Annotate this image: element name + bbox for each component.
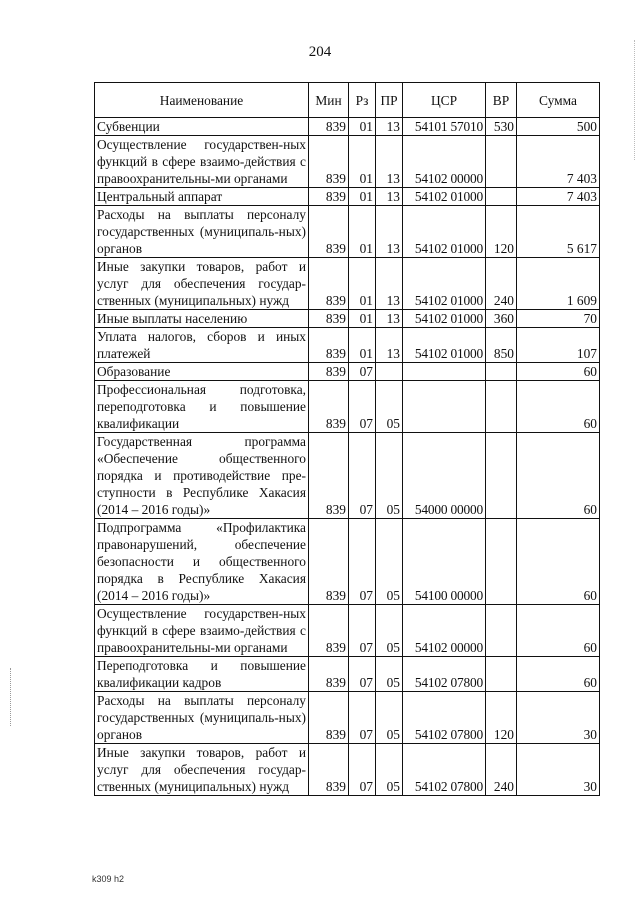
cell-rz: 07 [349, 744, 376, 796]
header-sum: Сумма [517, 83, 600, 118]
table-row [95, 136, 600, 188]
table-row [95, 519, 600, 605]
table-row [95, 381, 600, 433]
cell-pr: 05 [376, 605, 403, 657]
cell-name: Субвенции [95, 118, 309, 136]
cell-vr [486, 433, 517, 519]
cell-sum: 7 403 [517, 136, 600, 188]
budget-table [94, 82, 600, 796]
cell-vr: 120 [486, 692, 517, 744]
cell-rz: 07 [349, 692, 376, 744]
cell-vr: 850 [486, 328, 517, 363]
cell-pr: 05 [376, 381, 403, 433]
cell-min: 839 [309, 519, 349, 605]
cell-vr [486, 381, 517, 433]
table-row [95, 310, 600, 328]
table-row [95, 692, 600, 744]
cell-vr: 120 [486, 206, 517, 258]
cell-csr: 54102 00000 [403, 605, 486, 657]
cell-name: Расходы на выплаты персоналу государственных (муниципаль-ных) органов [95, 692, 309, 744]
table-row [95, 258, 600, 310]
header-rz: Рз [349, 83, 376, 118]
cell-vr [486, 657, 517, 692]
cell-rz: 01 [349, 136, 376, 188]
cell-min: 839 [309, 657, 349, 692]
cell-name: Осуществление государствен-ных функций в сфере взаимо-действия с правоохранительны-ми органами [95, 136, 309, 188]
cell-min: 839 [309, 310, 349, 328]
cell-pr: 05 [376, 744, 403, 796]
cell-name: Государственная программа «Обеспечение общественного порядка и противодействие пре-ступности в Республике Хакасия (2014 – 2016 годы)» [95, 433, 309, 519]
cell-vr [486, 136, 517, 188]
cell-pr [376, 363, 403, 381]
cell-min: 839 [309, 258, 349, 310]
cell-min: 839 [309, 605, 349, 657]
cell-rz: 07 [349, 363, 376, 381]
header-csr: ЦСР [403, 83, 486, 118]
cell-name: Расходы на выплаты персоналу государственных (муниципаль-ных) органов [95, 206, 309, 258]
cell-sum: 30 [517, 744, 600, 796]
cell-sum: 60 [517, 363, 600, 381]
scan-edge-mark-right [634, 40, 636, 160]
header-pr: ПР [376, 83, 403, 118]
cell-pr: 13 [376, 188, 403, 206]
cell-vr: 240 [486, 258, 517, 310]
cell-sum: 70 [517, 310, 600, 328]
cell-min: 839 [309, 433, 349, 519]
cell-pr: 05 [376, 657, 403, 692]
table-row [95, 657, 600, 692]
cell-name: Уплата налогов, сборов и иных платежей [95, 328, 309, 363]
cell-csr: 54100 00000 [403, 519, 486, 605]
table-row [95, 605, 600, 657]
cell-name: Иные закупки товаров, работ и услуг для обеспечения государ-ственных (муниципальных) нужд [95, 744, 309, 796]
cell-csr: 54102 07800 [403, 692, 486, 744]
cell-pr: 05 [376, 433, 403, 519]
cell-name: Иные закупки товаров, работ и услуг для обеспечения государ-ственных (муниципальных) нужд [95, 258, 309, 310]
cell-pr: 13 [376, 310, 403, 328]
cell-min: 839 [309, 692, 349, 744]
cell-csr: 54101 57010 [403, 118, 486, 136]
table-row [95, 433, 600, 519]
cell-vr [486, 363, 517, 381]
cell-vr [486, 188, 517, 206]
page-number: 204 [308, 44, 332, 60]
cell-csr [403, 381, 486, 433]
cell-csr: 54102 07800 [403, 657, 486, 692]
cell-sum: 107 [517, 328, 600, 363]
cell-name: Профессиональная подготовка, переподготовка и повышение квалификации [95, 381, 309, 433]
cell-rz: 07 [349, 657, 376, 692]
cell-sum: 30 [517, 692, 600, 744]
cell-pr: 13 [376, 136, 403, 188]
table-row [95, 363, 600, 381]
cell-sum: 60 [517, 605, 600, 657]
cell-name: Иные выплаты населению [95, 310, 309, 328]
cell-vr: 530 [486, 118, 517, 136]
cell-pr: 13 [376, 328, 403, 363]
header-name: Наименование [95, 83, 309, 118]
cell-rz: 01 [349, 118, 376, 136]
cell-min: 839 [309, 363, 349, 381]
cell-rz: 07 [349, 605, 376, 657]
header-vr: ВР [486, 83, 517, 118]
cell-min: 839 [309, 136, 349, 188]
table-header-row [95, 83, 600, 118]
cell-sum: 500 [517, 118, 600, 136]
table-row [95, 188, 600, 206]
table-row [95, 328, 600, 363]
cell-csr: 54102 01000 [403, 206, 486, 258]
cell-name: Осуществление государствен-ных функций в сфере взаимо-действия с правоохранительны-ми органами [95, 605, 309, 657]
table-row [95, 206, 600, 258]
cell-rz: 01 [349, 258, 376, 310]
cell-csr: 54102 01000 [403, 328, 486, 363]
cell-name: Подпрограмма «Профилактика правонарушений, обеспечение безопасности и общественного порядка в Республике Хакасия (2014 – 2016 годы)» [95, 519, 309, 605]
cell-pr: 13 [376, 206, 403, 258]
cell-pr: 13 [376, 258, 403, 310]
cell-rz: 07 [349, 519, 376, 605]
cell-pr: 05 [376, 692, 403, 744]
cell-sum: 60 [517, 657, 600, 692]
cell-rz: 01 [349, 206, 376, 258]
scan-edge-mark [10, 668, 12, 726]
table-body [95, 118, 600, 796]
cell-rz: 01 [349, 310, 376, 328]
cell-csr: 54102 01000 [403, 188, 486, 206]
cell-min: 839 [309, 744, 349, 796]
cell-sum: 60 [517, 519, 600, 605]
cell-csr: 54102 01000 [403, 258, 486, 310]
cell-vr: 360 [486, 310, 517, 328]
header-min: Мин [309, 83, 349, 118]
cell-csr: 54102 01000 [403, 310, 486, 328]
cell-min: 839 [309, 188, 349, 206]
cell-csr: 54000 00000 [403, 433, 486, 519]
cell-min: 839 [309, 328, 349, 363]
cell-pr: 05 [376, 519, 403, 605]
cell-csr: 54102 00000 [403, 136, 486, 188]
cell-rz: 07 [349, 381, 376, 433]
cell-csr: 54102 07800 [403, 744, 486, 796]
cell-min: 839 [309, 118, 349, 136]
cell-vr [486, 605, 517, 657]
cell-min: 839 [309, 381, 349, 433]
table-row [95, 118, 600, 136]
cell-rz: 01 [349, 188, 376, 206]
cell-name: Центральный аппарат [95, 188, 309, 206]
cell-name: Образование [95, 363, 309, 381]
cell-rz: 01 [349, 328, 376, 363]
cell-vr: 240 [486, 744, 517, 796]
table-row [95, 744, 600, 796]
cell-csr [403, 363, 486, 381]
cell-vr [486, 519, 517, 605]
cell-name: Переподготовка и повышение квалификации кадров [95, 657, 309, 692]
cell-sum: 60 [517, 433, 600, 519]
cell-sum: 7 403 [517, 188, 600, 206]
cell-pr: 13 [376, 118, 403, 136]
cell-min: 839 [309, 206, 349, 258]
footer-code: k309 h2 [92, 874, 125, 884]
cell-sum: 1 609 [517, 258, 600, 310]
cell-sum: 5 617 [517, 206, 600, 258]
cell-sum: 60 [517, 381, 600, 433]
cell-rz: 07 [349, 433, 376, 519]
